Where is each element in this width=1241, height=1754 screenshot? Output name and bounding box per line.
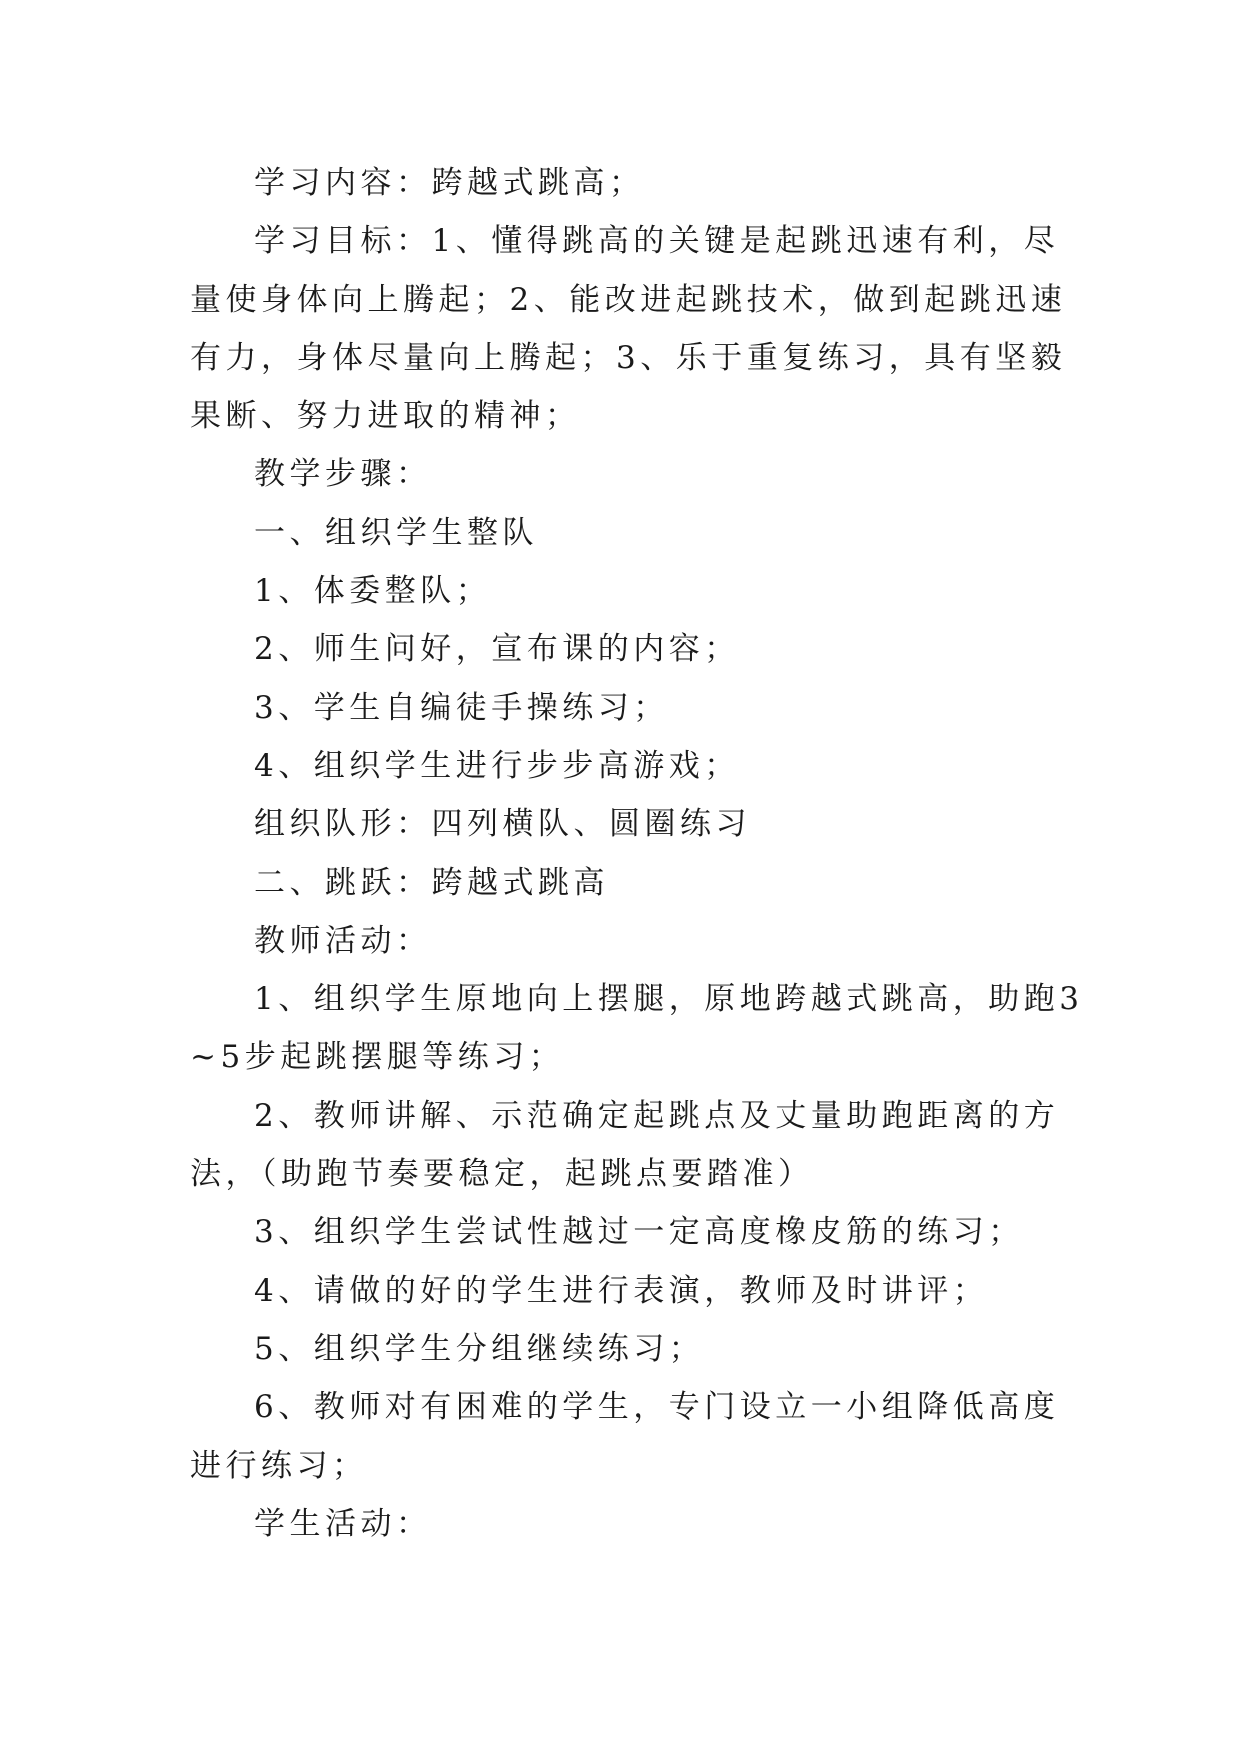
paragraph-step-2: 2、师生问好，宣布课的内容；	[254, 631, 740, 668]
paragraph-learning-goals: 学习目标：1、懂得跳高的关键是起跳迅速有利，尽量使身体向上腾起；2、能改进起跳技术，做到起跳迅速有力，身体尽量向上腾起；3、乐于重复练习，具有坚毅果断、努力进取的精神；	[190, 223, 1067, 435]
paragraph-teaching-steps: 教学步骤：	[254, 456, 432, 493]
paragraph-learning-content: 学习内容：跨越式跳高；	[254, 165, 645, 201]
paragraph-teacher-item-4: 4、请做的好的学生进行表演，教师及时讲评；	[254, 1272, 989, 1309]
paragraph-teacher-item-5: 5、组织学生分组继续练习；	[254, 1330, 705, 1367]
paragraph-section-two-heading: 二、跳跃：跨越式跳高	[254, 864, 609, 901]
paragraph-teacher-activity: 教师活动：	[254, 922, 432, 959]
paragraph-student-activity: 学生活动：	[254, 1505, 432, 1542]
paragraph-teacher-item-3: 3、组织学生尝试性越过一定高度橡皮筋的练习；	[254, 1214, 1024, 1251]
paragraph-step-3: 3、学生自编徒手操练习；	[254, 689, 669, 726]
paragraph-section-one-heading: 一、组织学生整队	[254, 514, 538, 551]
paragraph-teacher-item-2: 2、教师讲解、示范确定起跳点及丈量助跑距离的方法，（助跑节奏要稳定，起跳点要踏准）	[190, 1097, 1060, 1193]
paragraph-step-1: 1、体委整队；	[254, 573, 492, 610]
paragraph-teacher-item-6: 6、教师对有困难的学生，专门设立一小组降低高度进行练习；	[190, 1389, 1060, 1484]
paragraph-formation: 组织队形：四列横队、圆圈练习	[254, 806, 751, 843]
paragraph-step-4: 4、组织学生进行步步高游戏；	[254, 747, 740, 784]
document-body	[190, 154, 1090, 1553]
paragraph-teacher-item-1: 1、组织学生原地向上摆腿，原地跨越式跳高，助跑3~5步起跳摆腿等练习；	[190, 981, 1084, 1076]
